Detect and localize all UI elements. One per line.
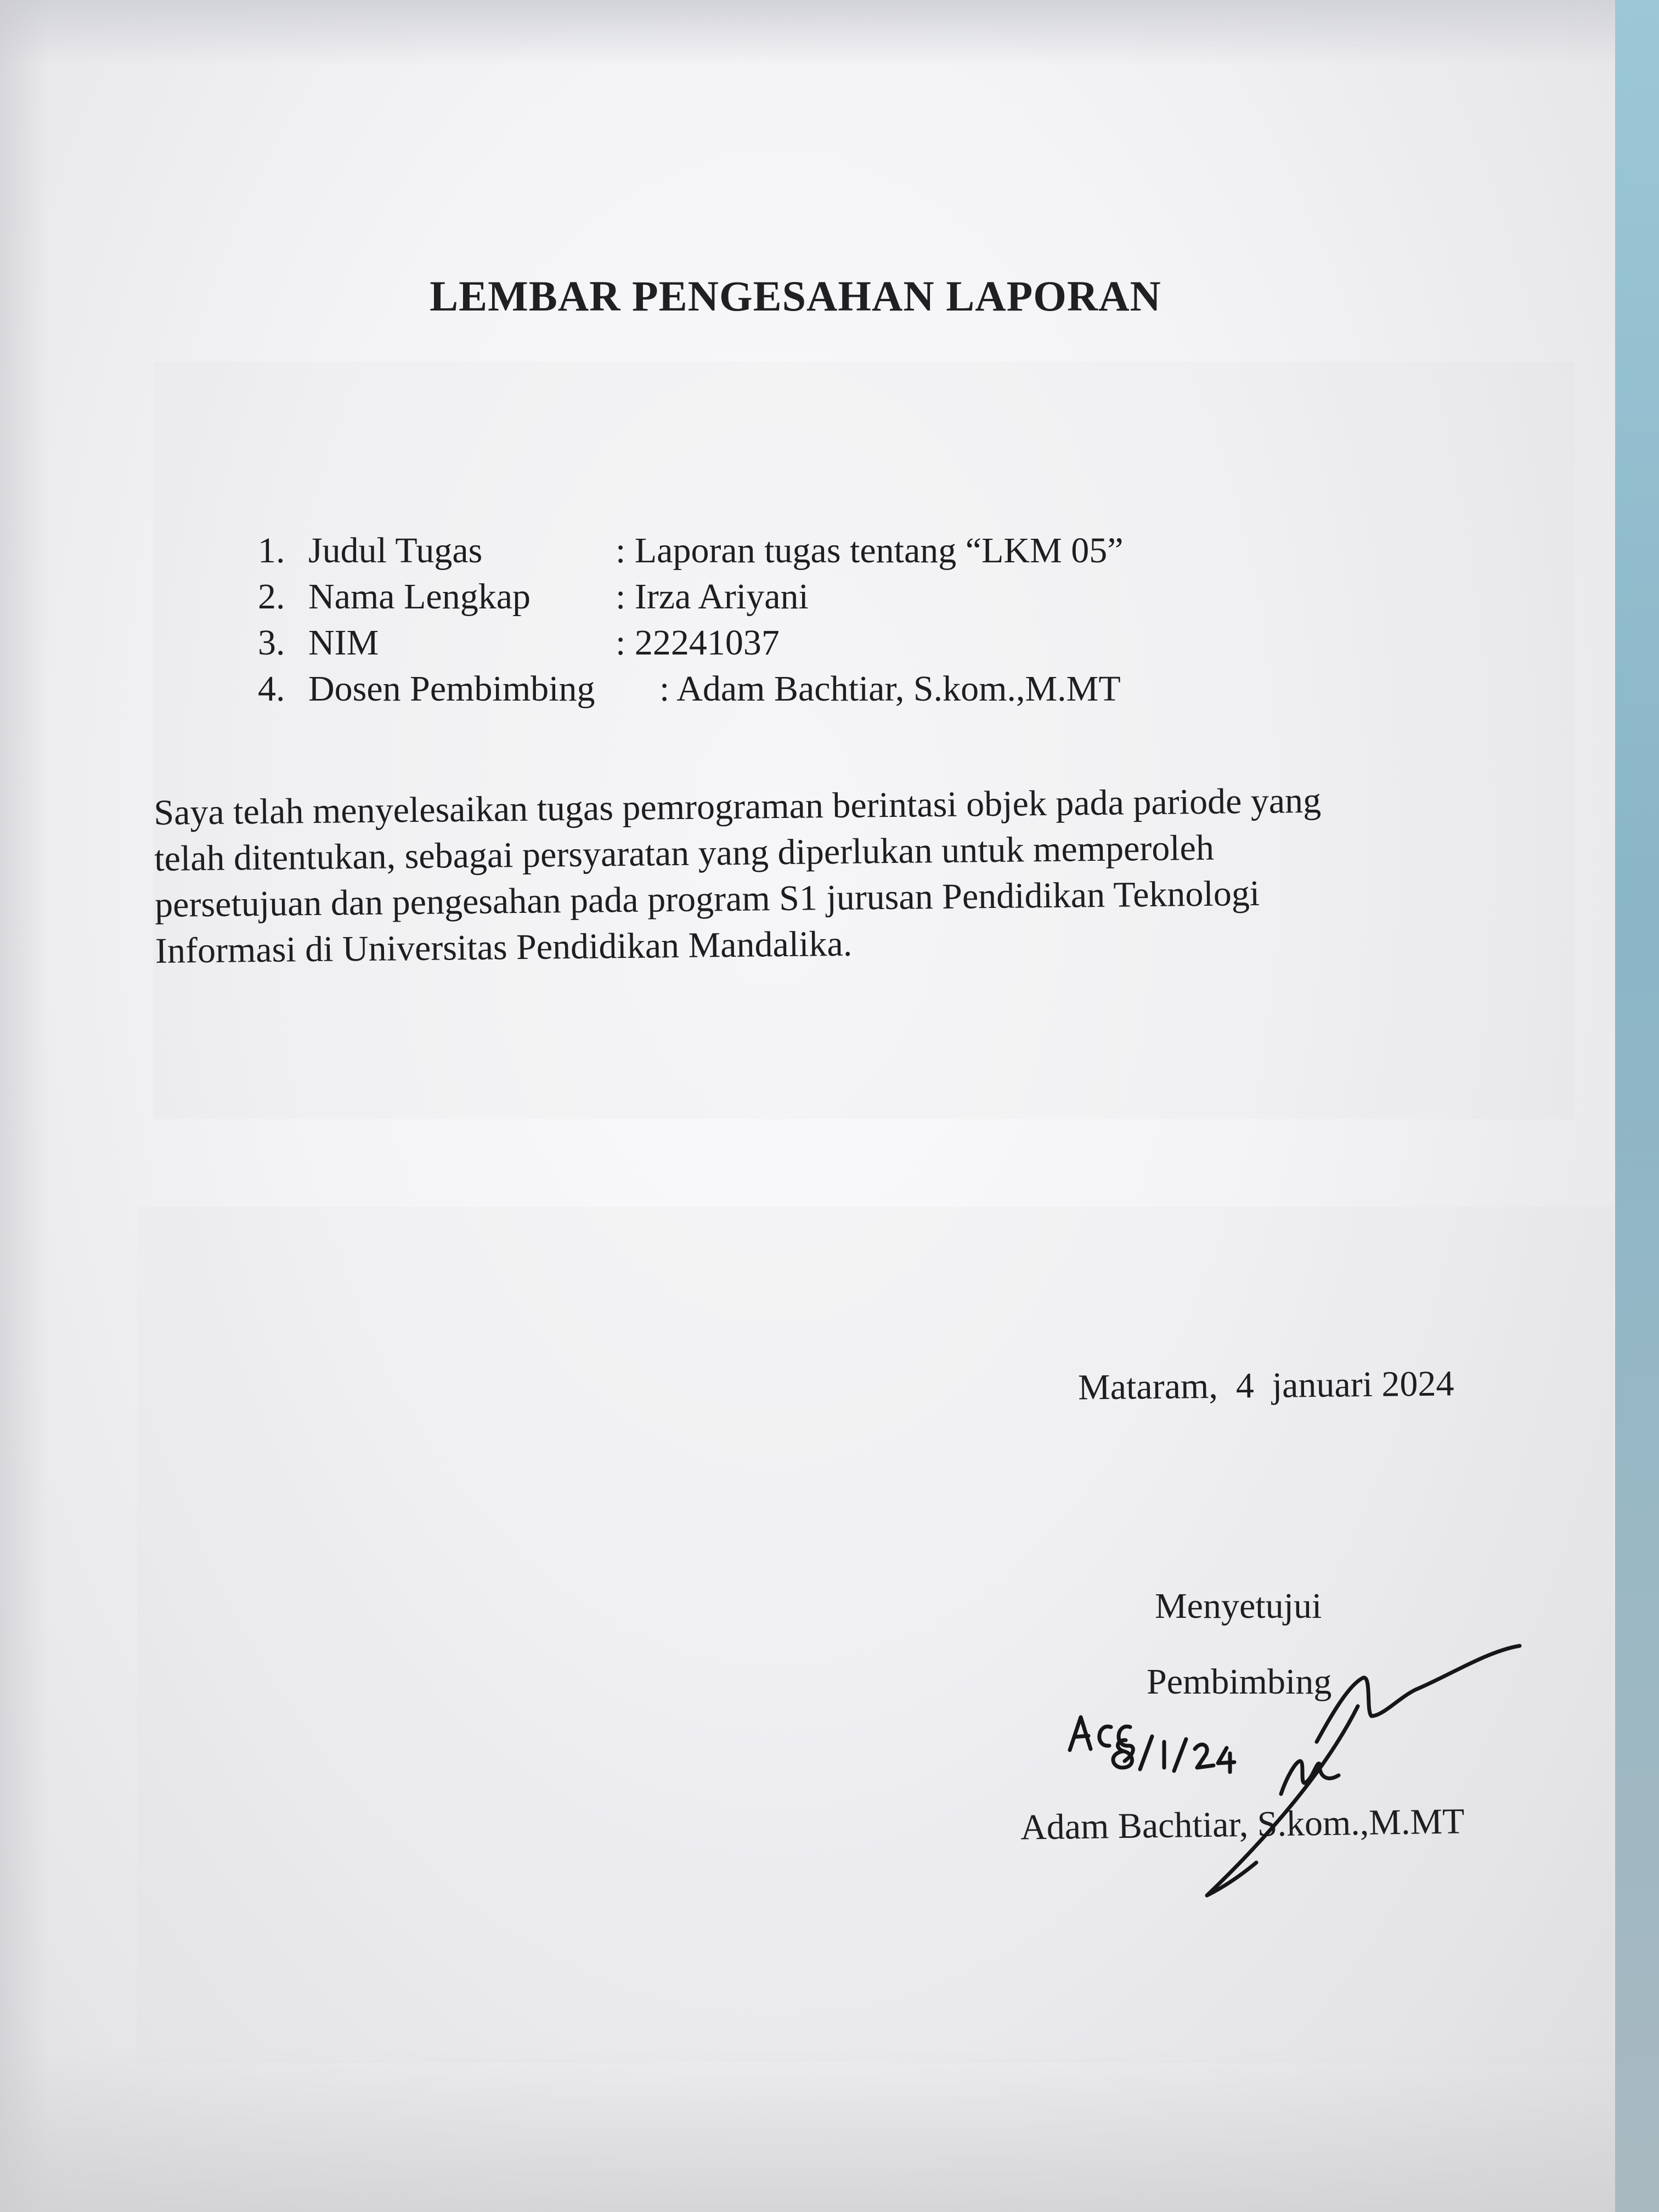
paragraph-line: Saya telah menyelesaikan tugas pemrograman berintasi objek pada pariode yang xyxy=(154,780,1322,833)
role-label: Pembimbing xyxy=(1147,1662,1332,1702)
info-number: 4. xyxy=(258,669,285,709)
page-title: LEMBAR PENGESAHAN LAPORAN xyxy=(430,272,1161,320)
info-row-nama xyxy=(258,574,809,620)
info-number: 2. xyxy=(258,577,285,617)
approval-label: Menyetujui xyxy=(1155,1586,1322,1626)
paragraph-line: telah ditentukan, sebagai persyaratan yang diperlukan untuk memperoleh xyxy=(154,827,1215,879)
statement-paragraph xyxy=(154,776,1472,974)
handwritten-signature xyxy=(1042,1624,1536,1920)
paper-shadow-bottom xyxy=(0,2047,1615,2212)
info-value: : Irza Ariyani xyxy=(616,577,809,617)
info-value: : 22241037 xyxy=(616,623,780,663)
scan-tint-block xyxy=(154,362,1575,1119)
paper-shadow-top xyxy=(0,0,1615,66)
info-row-judul xyxy=(258,528,1124,574)
info-label: Dosen Pembimbing xyxy=(308,669,595,709)
info-value: : Laporan tugas tentang “LKM 05” xyxy=(616,531,1124,571)
place-date: Mataram, 4 januari 2024 xyxy=(1077,1363,1454,1408)
info-number: 3. xyxy=(258,623,285,663)
paper-shadow-left xyxy=(0,0,49,2212)
signer-name: Adam Bachtiar, S.kom.,M.MT xyxy=(1020,1801,1465,1848)
paragraph-line: persetujuan dan pengesahan pada program S1 jurusan Pendidikan Teknologi xyxy=(154,873,1260,925)
info-label: Nama Lengkap xyxy=(308,577,531,617)
paragraph-line: Informasi di Universitas Pendidikan Mandalika. xyxy=(155,923,853,971)
background-edge xyxy=(1615,0,1659,2212)
info-label: Judul Tugas xyxy=(308,531,483,571)
info-value: : Adam Bachtiar, S.kom.,M.MT xyxy=(659,669,1121,709)
info-label: NIM xyxy=(308,623,379,663)
info-row-nim xyxy=(258,620,780,666)
info-row-dosen xyxy=(258,666,1121,712)
info-number: 1. xyxy=(258,531,285,571)
